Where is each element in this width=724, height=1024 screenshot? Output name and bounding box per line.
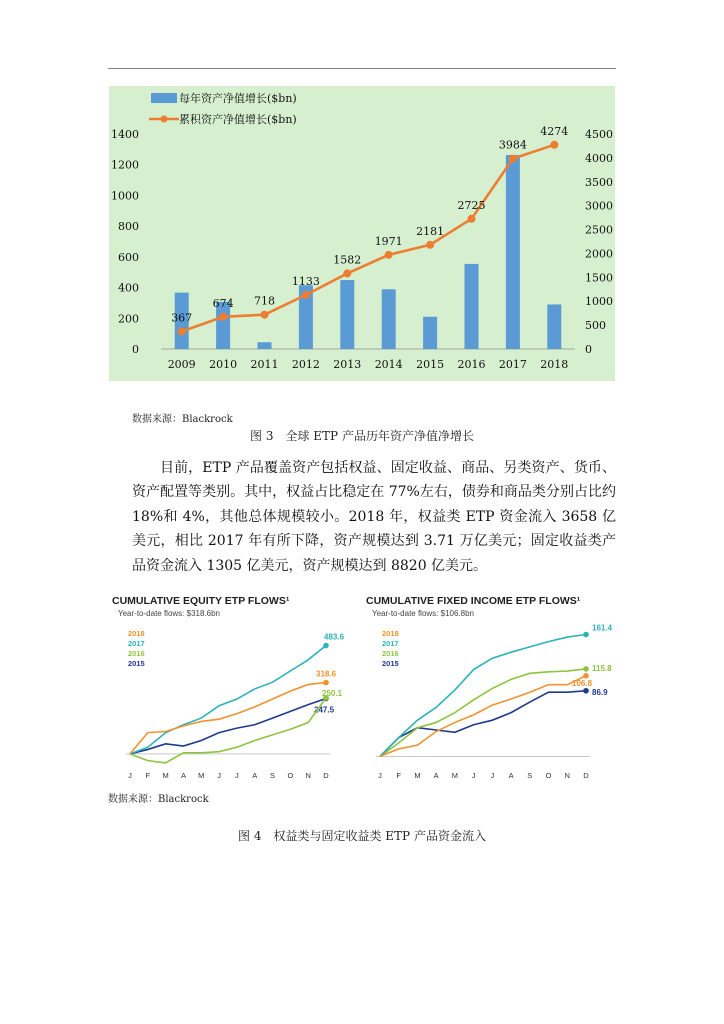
month-tick: J xyxy=(378,771,382,780)
month-tick: M xyxy=(414,771,421,780)
month-tick: J xyxy=(471,771,476,780)
line-label-2011: 718 xyxy=(254,294,275,308)
figure4-source: 数据来源：Blackrock xyxy=(108,794,209,805)
legend-2017: 2017 xyxy=(382,639,399,648)
figure3-caption: 图 3 全球 ETP 产品历年资产净值净增长 xyxy=(250,429,474,443)
month-tick: N xyxy=(305,771,311,780)
y-right-tick: 3000 xyxy=(585,199,613,213)
line-label-2017: 3984 xyxy=(498,138,527,152)
month-tick: A xyxy=(433,771,439,780)
x-tick-2013: 2013 xyxy=(333,358,362,371)
fixed-income-flows-chart xyxy=(360,588,612,788)
bar-2018 xyxy=(547,304,561,349)
month-tick: J xyxy=(128,771,132,780)
series-end-2018 xyxy=(323,680,329,686)
y-right-tick: 4500 xyxy=(585,128,613,141)
month-tick: J xyxy=(235,771,239,780)
y-left-tick: 800 xyxy=(118,220,139,234)
x-tick-2010: 2010 xyxy=(209,358,238,371)
month-tick: A xyxy=(508,771,514,780)
month-tick: D xyxy=(323,771,329,780)
y-left-tick: 600 xyxy=(118,250,139,264)
end-label-2018: 106.8 xyxy=(572,678,593,688)
figure3-chart xyxy=(109,86,615,381)
y-right-tick: 1000 xyxy=(585,295,613,309)
x-tick-2015: 2015 xyxy=(416,358,445,371)
month-tick: A xyxy=(252,771,258,780)
legend-2018: 2018 xyxy=(128,629,145,638)
y-right-tick: 2500 xyxy=(585,223,613,237)
legend-line-marker xyxy=(161,116,168,123)
chart-subtitle: Year-to-date flows: $106.8bn xyxy=(372,609,474,618)
x-tick-2012: 2012 xyxy=(291,358,320,371)
legend-bar-swatch xyxy=(151,93,177,103)
bar-2015 xyxy=(423,317,437,349)
bar-2017 xyxy=(506,155,520,349)
month-tick: M xyxy=(198,771,205,780)
chart-title: CUMULATIVE EQUITY ETP FLOWS¹ xyxy=(112,595,290,607)
y-right-tick: 1500 xyxy=(585,271,613,285)
line-point-2013 xyxy=(343,269,351,277)
month-tick: F xyxy=(145,771,151,780)
line-label-2015: 2181 xyxy=(416,224,445,238)
month-tick: O xyxy=(545,771,552,780)
x-tick-2016: 2016 xyxy=(457,358,486,371)
month-tick: A xyxy=(180,771,186,780)
body-paragraph xyxy=(132,456,616,578)
end-label-2017: 483.6 xyxy=(324,632,345,642)
series-line-2017 xyxy=(130,646,326,754)
month-tick: D xyxy=(583,771,589,780)
y-right-tick: 2000 xyxy=(585,247,613,261)
line-point-2018 xyxy=(550,141,558,149)
header-rule xyxy=(108,68,616,69)
bar-2013 xyxy=(340,280,354,349)
month-tick: S xyxy=(527,771,533,780)
y-left-tick: 0 xyxy=(132,343,139,356)
bar-2011 xyxy=(258,342,272,349)
x-tick-2011: 2011 xyxy=(250,358,279,371)
line-label-2014: 1971 xyxy=(374,234,403,248)
series-line-2017 xyxy=(380,634,586,756)
y-left-tick: 1400 xyxy=(111,128,139,141)
month-tick: J xyxy=(217,771,221,780)
end-label-2015: 86.9 xyxy=(592,687,608,697)
y-left-tick: 200 xyxy=(118,312,139,326)
line-point-2017 xyxy=(509,155,517,163)
legend-bar-label: 每年资产净值增长($bn) xyxy=(179,92,297,105)
series-line-2016 xyxy=(380,669,586,756)
legend-2016: 2016 xyxy=(382,649,399,658)
y-right-tick: 3500 xyxy=(585,175,613,189)
month-tick: F xyxy=(396,771,402,780)
end-label-2015: 247.5 xyxy=(314,705,335,715)
y-left-tick: 400 xyxy=(118,281,139,295)
x-tick-2018: 2018 xyxy=(540,358,569,371)
paragraph-text: 目前，ETP 产品覆盖资产包括权益、固定收益、商品、另类资产、货币、资产配置等类别。其中，权益占比稳定在 77%左右，债券和商品类分别占比约 18%和 4%，其他总体规模较小。2018 年，权益类 ETP 资金流入 3658 亿美元，相比 2017 年有所下降，资产规模达到 3.71 万亿美元；固定收益类产品资金流入 1305 亿美元，资产规模达到 8820 亿美元。 xyxy=(132,460,616,574)
line-point-2015 xyxy=(426,241,434,249)
y-right-tick: 0 xyxy=(585,343,592,356)
x-tick-2009: 2009 xyxy=(167,358,196,371)
bar-2016 xyxy=(465,264,479,349)
x-tick-2017: 2017 xyxy=(498,358,527,371)
end-label-2018: 318.6 xyxy=(316,669,337,679)
legend-2017: 2017 xyxy=(128,639,145,648)
month-tick: M xyxy=(162,771,169,780)
legend-2016: 2016 xyxy=(128,649,145,658)
y-left-tick: 1000 xyxy=(111,189,139,203)
series-end-2015 xyxy=(583,688,589,694)
line-label-2013: 1582 xyxy=(333,253,362,267)
series-line-2018 xyxy=(380,676,586,757)
line-point-2011 xyxy=(261,311,269,319)
y-right-tick: 500 xyxy=(585,319,606,333)
figure3-source: 数据来源：Blackrock xyxy=(132,414,233,425)
line-label-2012: 1133 xyxy=(291,274,320,288)
end-label-2016: 115.8 xyxy=(592,663,612,673)
end-label-2017: 161.4 xyxy=(592,623,612,633)
line-point-2016 xyxy=(468,215,476,223)
series-end-2018 xyxy=(583,673,589,679)
line-label-2010: 674 xyxy=(212,296,234,310)
line-point-2010 xyxy=(219,313,227,321)
series-line-2018 xyxy=(130,683,326,754)
month-tick: O xyxy=(287,771,294,780)
figure4-caption: 图 4 权益类与固定收益类 ETP 产品资金流入 xyxy=(238,829,486,843)
x-tick-2014: 2014 xyxy=(374,358,403,371)
legend-2018: 2018 xyxy=(382,629,399,638)
y-right-tick: 4000 xyxy=(585,151,613,165)
equity-flows-chart xyxy=(106,588,346,788)
line-point-2009 xyxy=(178,327,186,335)
line-point-2014 xyxy=(385,251,393,259)
series-end-2017 xyxy=(323,643,329,649)
series-end-2017 xyxy=(583,632,589,638)
line-point-2012 xyxy=(302,291,310,299)
month-tick: S xyxy=(270,771,276,780)
series-end-2016 xyxy=(583,666,589,672)
month-tick: M xyxy=(451,771,459,780)
legend-2015: 2015 xyxy=(128,659,145,668)
line-label-2018: 4274 xyxy=(540,124,569,138)
legend-line-label: 累积资产净值增长($bn) xyxy=(179,113,297,126)
bar-2014 xyxy=(382,289,396,349)
chart-title: CUMULATIVE FIXED INCOME ETP FLOWS¹ xyxy=(366,595,581,607)
chart-subtitle: Year-to-date flows: $318.6bn xyxy=(118,609,220,618)
line-label-2016: 2725 xyxy=(457,198,486,212)
month-tick: N xyxy=(564,771,570,780)
end-label-2016: 250.1 xyxy=(322,688,343,698)
month-tick: J xyxy=(490,771,495,780)
legend-2015: 2015 xyxy=(382,659,399,668)
line-label-2009: 367 xyxy=(171,311,193,325)
y-left-tick: 1200 xyxy=(111,158,139,172)
